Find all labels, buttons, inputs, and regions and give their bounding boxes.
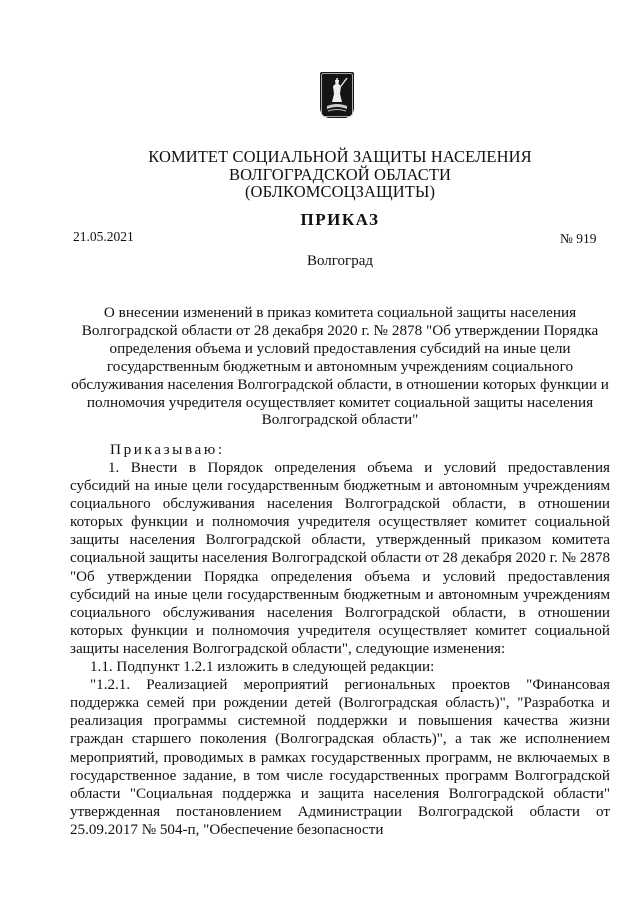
committee-name bbox=[140, 148, 540, 201]
order-directive: Приказываю: bbox=[110, 441, 225, 458]
order-number: № 919 bbox=[560, 231, 597, 246]
order-subject: О внесении изменений в приказ комитета социальной защиты населения Волгоградской области от 28 декабря 2020 г. № 2878 "Об утверждении Порядка определения объема и условий предоставления субсидий на иные цели государственным бюджетным и автономным учреждениям социального обслуживания населения Волгоградской области, в отношении которых функции и полномочия учредителя осуществляет комитет социальной защиты населения Волгоградской области" bbox=[71, 304, 609, 429]
order-title: ПРИКАЗ bbox=[300, 210, 380, 229]
paragraph-1-2-1: "1.2.1. Реализацией мероприятий региональных проектов "Финансовая поддержка семей при рождении детей (Волгоградская область)", "Разработка и реализация программы системной поддержки и повышения качества жизни граждан старшего поколения (Волгоградская область)", а так же исполнением мероприятий, проводимых в рамках государственных программ, не включаемых в государственное задание, в том числе государственных программ Волгоградской области "Социальная поддержка и защита населения Волгоградской области" утвержденная постановлением Администрации Волгоградской области от 25.09.2017 № 504-п, "Обеспечение безопасности bbox=[70, 677, 610, 838]
committee-line-3: (ОБЛКОМСОЦЗАЩИТЫ) bbox=[244, 182, 436, 201]
order-date: 21.05.2021 bbox=[73, 229, 134, 244]
committee-line-2: ВОЛГОГРАДСКОЙ ОБЛАСТИ bbox=[228, 164, 452, 184]
paragraph-1-1: 1.1. Подпункт 1.2.1 изложить в следующей редакции: bbox=[90, 659, 435, 676]
order-body bbox=[70, 459, 610, 839]
order-city: Волгоград bbox=[306, 253, 373, 269]
volgograd-coat-of-arms-icon bbox=[320, 72, 354, 118]
committee-line-1: КОМИТЕТ СОЦИАЛЬНОЙ ЗАЩИТЫ НАСЕЛЕНИЯ bbox=[148, 147, 532, 166]
paragraph-1: 1. Внести в Порядок определения объема и условий предоставления субсидий на иные цели государственным бюджетным и автономным учреждениям социального обслуживания населения Волгоградской области, в отношении которых функции и полномочия учредителя осуществляет комитет социальной защиты населения Волгоградской области, утвержденный приказом комитета социальной защиты населения Волгоградской области от 28 декабря 2020 г. № 2878 "Об утверждении Порядка определения объема и условий предоставления субсидий на иные цели государственным бюджетным и автономным учреждениям социального обслуживания населения Волгоградской области, в отношении которых функции и полномочия учредителя осуществляет комитет социальной защиты населения Волгоградской области", следующие изменения: bbox=[70, 460, 610, 657]
